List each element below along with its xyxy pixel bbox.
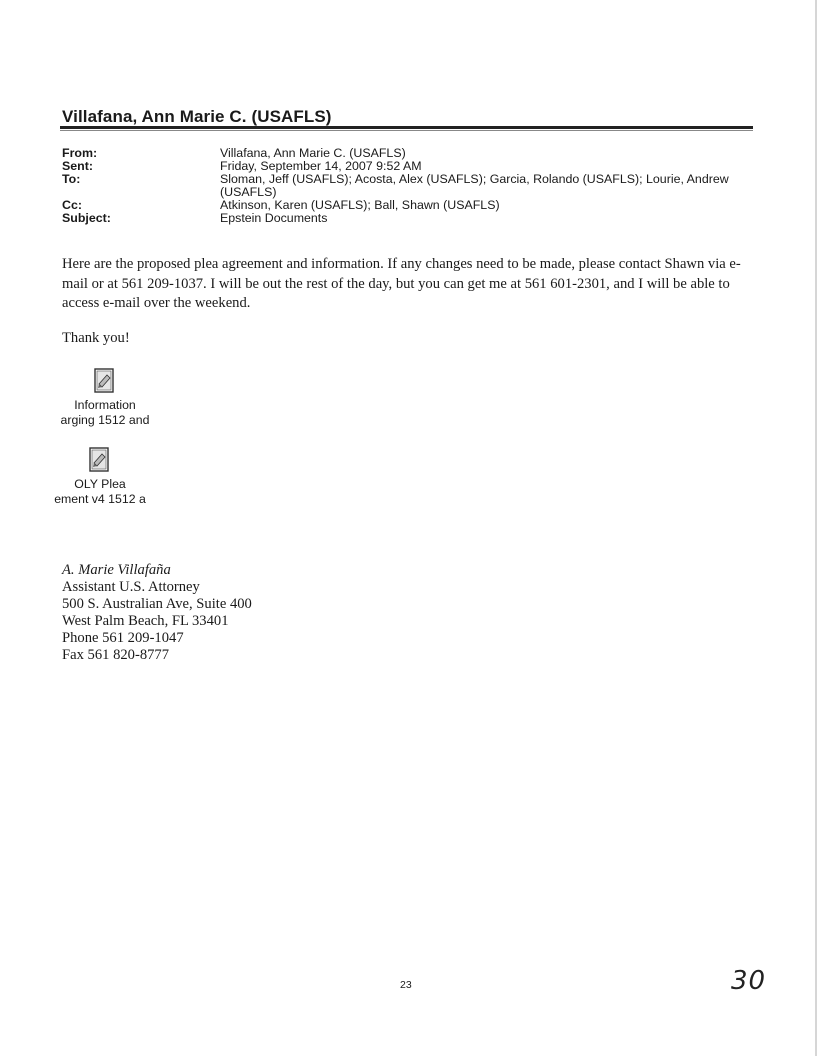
mailbox-owner-header: Villafana, Ann Marie C. (USAFLS) [62,107,332,126]
to-row [62,173,762,199]
cc-row [62,199,762,212]
document-icon [88,447,112,473]
signature-fax: Fax 561 820-8777 [62,647,170,663]
sent-label: Sent: [62,159,93,173]
cc-label: Cc: [62,198,82,212]
subject-row [62,212,762,225]
signature-name: A. Marie Villafaña [62,562,171,578]
subject-value: Epstein Documents [220,211,328,225]
signature-block [62,562,252,664]
handwritten-page-mark: 30 [731,966,767,996]
sent-value: Friday, September 14, 2007 9:52 AM [220,159,422,173]
closing-thanks: Thank you! [62,330,130,346]
attachment-name-line2: arging 1512 and [60,413,150,427]
attachment-information[interactable] [45,368,165,428]
attachment-plea-agreement[interactable] [40,447,160,507]
cc-value: Atkinson, Karen (USAFLS); Ball, Shawn (USAFLS) [220,198,500,212]
from-label: From: [62,146,98,160]
email-body [62,255,752,314]
attachment-name-line1: OLY Plea [74,477,126,491]
from-value: Villafana, Ann Marie C. (USAFLS) [220,146,406,160]
attachment-name-line1: Information [74,398,136,412]
document-icon [93,368,117,394]
signature-phone: Phone 561 209-1047 [62,630,184,646]
signature-address-line2: West Palm Beach, FL 33401 [62,613,229,629]
email-header-fields [62,147,762,225]
subject-label: Subject: [62,211,111,225]
header-rule-thin [60,130,753,131]
to-value: Sloman, Jeff (USAFLS); Acosta, Alex (USAFLS); Garcia, Rolando (USAFLS); Lourie, Andrew (USAFLS) [220,172,729,199]
body-paragraph: Here are the proposed plea agreement and information. If any changes need to be made, please contact Shawn via e-mail or at 561 209-1037. I will be out the rest of the day, but you can get me at 561 601-2301, and I will be able to access e-mail over the weekend. [62,256,741,311]
header-rule [60,126,753,129]
signature-address-line1: 500 S. Australian Ave, Suite 400 [62,596,252,612]
page-number: 23 [400,979,412,991]
attachment-name-line2: ement v4 1512 a [54,492,146,506]
to-label: To: [62,172,81,186]
signature-title: Assistant U.S. Attorney [62,579,200,595]
